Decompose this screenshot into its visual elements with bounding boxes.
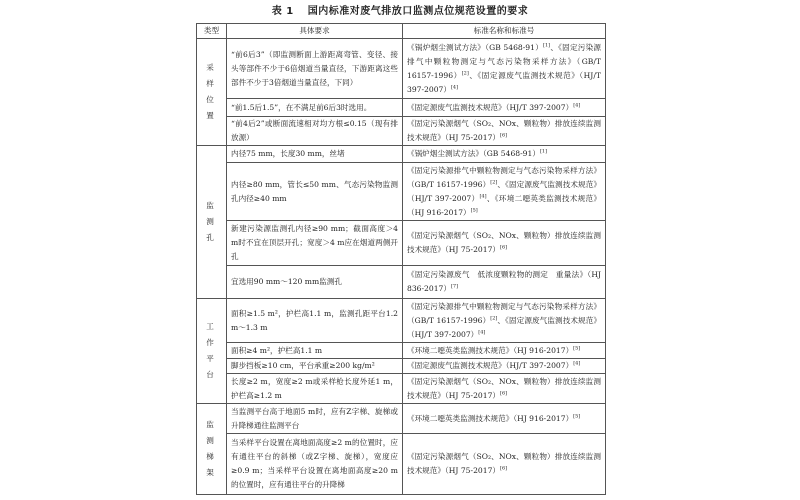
standard-name: 《固定源废气监测技术规范》（HJ/T 397-2007）	[407, 361, 574, 370]
standard-cell	[403, 374, 606, 404]
table-row	[197, 434, 606, 495]
reference-marker: [5]	[470, 206, 478, 213]
standard-name: 《环境二噁英类监测技术规范》（HJ 916-2017）	[407, 413, 574, 423]
standard-name: 《固定污染源烟气（SO₂、NOx、颗粒物）排放连续监测技术规范》（HJ 75-2017）	[407, 119, 601, 142]
requirement-cell: 宜选用90 mm～120 mm监测孔	[227, 266, 403, 299]
standard-name: 、《固定污染源排气中颗粒物测定与气态污染物采样方法》（GB/T 16157-1996）	[407, 42, 601, 80]
standard-cell	[403, 221, 606, 266]
table-row	[197, 343, 606, 359]
category-cell: 监测 梯架	[197, 404, 227, 495]
standard-cell	[403, 117, 606, 146]
standard-cell	[403, 404, 606, 434]
reference-marker: [7]	[450, 283, 459, 290]
table-caption: 国内标准对废气排放口监测点位规范设置的要求	[307, 6, 529, 17]
requirement-cell: 脚步挡板≥10 cm，平台承重≥200 kg/m²	[227, 359, 403, 374]
standard-name: 《固定污染源排气中颗粒物测定与气态污染物采样方法》（GB/T 16157-1996）	[407, 165, 601, 189]
reference-marker: [4]	[573, 101, 581, 108]
standard-cell	[403, 359, 606, 374]
reference-marker: [2]	[461, 69, 469, 76]
table-row	[197, 266, 606, 299]
standard-name: 《固定污染源烟气（SO₂、NOx、颗粒物）排放连续监测技术规范》（HJ 75-2017）	[407, 376, 601, 400]
table-row	[197, 117, 606, 146]
standard-name: 《锅炉烟尘测试方法》（GB 5468-91）	[407, 149, 540, 158]
requirement-cell: “前6后3”（即监测断面上游距离弯管、变径、接头等部件不少于6倍烟道当量直径，下游距离这些部件不少于3倍烟道当量直径，下同）	[227, 39, 403, 99]
standard-cell	[403, 39, 606, 99]
reference-marker: [1]	[539, 148, 548, 155]
standard-cell	[403, 434, 606, 495]
table-row	[197, 146, 606, 163]
reference-marker: [5]	[573, 412, 581, 419]
header-type: 类型	[197, 24, 227, 39]
requirement-cell: 内径≥80 mm，管长≤50 mm、气态污染物监测孔内径≥40 mm	[227, 163, 403, 221]
reference-marker: [4]	[478, 328, 486, 335]
standard-cell	[403, 146, 606, 163]
table-row	[197, 221, 606, 266]
requirement-cell: 当监测平台高于地面5 m时，应有Z字梯、旋梯或升降梯通往监测平台	[227, 404, 403, 434]
header-row	[197, 24, 606, 39]
requirement-cell: 面积≥4 m²，护栏高1.1 m	[227, 343, 403, 359]
standard-name: 、《固定源废气监测技术规范》（HJ/T 397-2007）	[407, 70, 601, 94]
reference-marker: [1]	[543, 41, 551, 48]
reference-marker: [6]	[500, 465, 508, 472]
standard-name: 《环境二噁英类监测技术规范》（HJ 916-2017）	[407, 345, 574, 355]
requirement-cell: 内径75 mm，长度30 mm，丝堵	[227, 146, 403, 163]
standard-name: 、《环境二噁英类监测技术规范》（HJ 916-2017）	[407, 193, 602, 217]
table-row	[197, 163, 606, 221]
reference-marker: [5]	[573, 344, 581, 351]
standard-name: 、《固定源废气监测技术规范》（HJ/T 397-2007）	[407, 315, 601, 339]
reference-marker: [4]	[450, 83, 459, 90]
requirement-cell: 面积≥1.5 m²，护栏高1.1 m，监测孔距平台1.2 m～1.3 m	[227, 299, 403, 343]
requirement-cell: 当采样平台设置在离地面高度≥2 m的位置时，应有通往平台的斜梯（或Z字梯、旋梯），宽度应≥0.9 m；当采样平台设置在离地面高度≥20 m的位置时，应有通往平台的升降梯	[227, 434, 403, 495]
standard-name: 《锅炉烟尘测试方法》（GB 5468-91）	[407, 42, 544, 52]
table-row	[197, 99, 606, 117]
standard-cell	[403, 266, 606, 299]
reference-marker: [6]	[500, 389, 508, 396]
reference-marker: [6]	[500, 244, 508, 251]
standard-cell	[403, 299, 606, 343]
standard-name: 《固定污染源烟气（SO₂、NOx、颗粒物）排放连续监测技术规范》（HJ 75-2017）	[407, 231, 601, 254]
table-title	[0, 2, 800, 17]
table-row	[197, 359, 606, 374]
category-cell: 监测 孔	[197, 146, 227, 299]
standard-cell	[403, 99, 606, 117]
requirement-cell: 长度≥2 m，宽度≥2 m或采样枪长度外延1 m，护栏高≥1.2 m	[227, 374, 403, 404]
category-cell: 工作 平台	[197, 299, 227, 404]
reference-marker: [6]	[500, 132, 508, 139]
standard-name: 《固定污染源废气 低浓度颗粒物的测定 重量法》（HJ 836-2017）	[407, 270, 601, 293]
standard-name: 《固定污染源烟气（SO₂、NOx、颗粒物）排放连续监测技术规范》（HJ 75-2017）	[407, 452, 601, 475]
table-row	[197, 299, 606, 343]
reference-marker: [4]	[573, 360, 581, 367]
category-cell: 采样 位置	[197, 39, 227, 146]
requirement-cell: “前4后2”或断面流速相对均方根≤0.15（现有排放源）	[227, 117, 403, 146]
reference-marker: [4]	[479, 192, 487, 199]
table-row	[197, 39, 606, 99]
header-standard: 标准名称和标准号	[403, 24, 606, 39]
standard-name: 《固定源废气监测技术规范》（HJ/T 397-2007）	[407, 102, 574, 112]
reference-marker: [2]	[490, 178, 498, 185]
table-number: 表 1	[271, 6, 294, 17]
table-row	[197, 404, 606, 434]
table-row	[197, 374, 606, 404]
requirement-cell: “前1.5后1.5”，在不满足前6后3时选用。	[227, 99, 403, 117]
header-requirement: 具体要求	[227, 24, 403, 39]
standard-cell	[403, 343, 606, 359]
reference-marker: [2]	[490, 314, 498, 321]
requirement-cell: 新建污染源监测孔内径≥90 mm；截面高度＞4 m时不宜在顶层开孔；宽度＞4 m应在烟道两侧开孔	[227, 221, 403, 266]
standard-name: 《固定污染源排气中颗粒物测定与气态污染物采样方法》（GB/T 16157-1996）	[407, 301, 601, 325]
standard-name: 、《固定源废气监测技术规范》（HJ/T 397-2007）	[407, 179, 601, 203]
standard-cell	[403, 163, 606, 221]
requirements-table	[196, 23, 606, 495]
